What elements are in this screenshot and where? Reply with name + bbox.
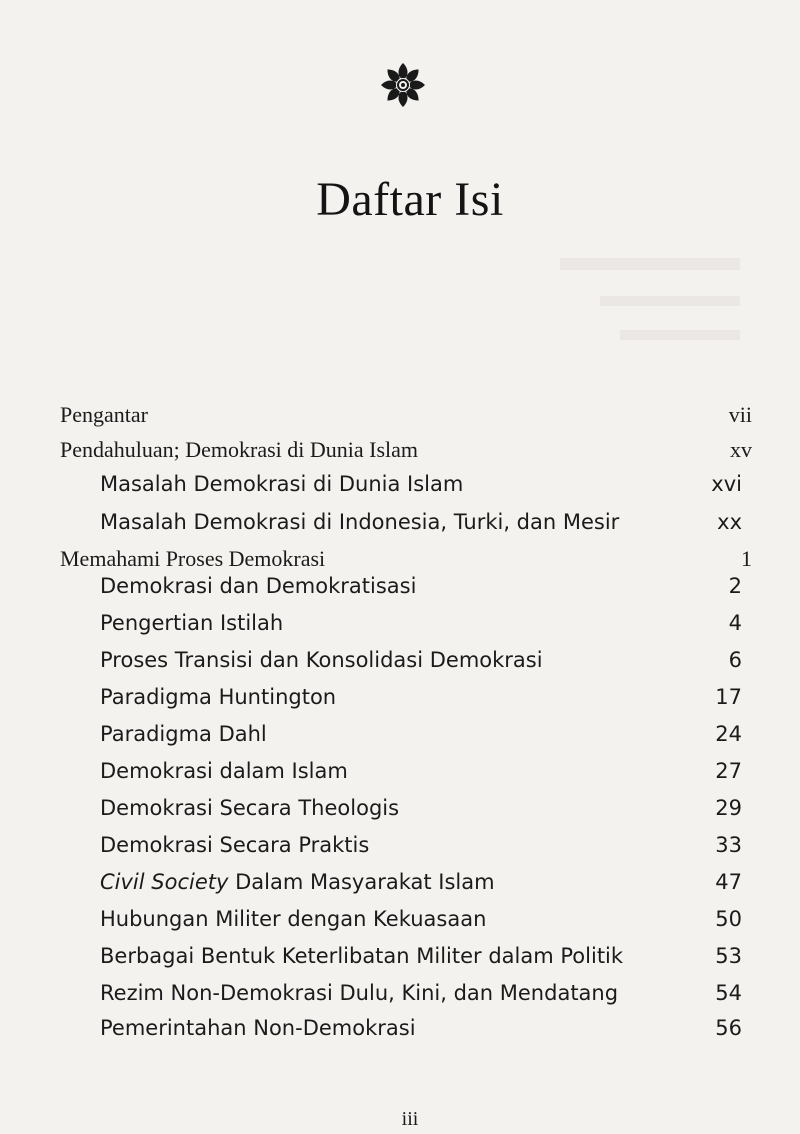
toc-entry-label: Masalah Demokrasi di Indonesia, Turki, dan Mesir <box>100 510 620 534</box>
toc-entry-label <box>100 870 495 894</box>
toc-entry-page: 47 <box>715 870 742 894</box>
toc-entry-paradigma-huntington[interactable] <box>60 685 752 721</box>
toc-entry-label: Demokrasi dalam Islam <box>100 759 348 783</box>
toc-entry-label: Proses Transisi dan Konsolidasi Demokrasi <box>100 648 543 672</box>
toc-entry-paradigma-dahl[interactable] <box>60 722 752 758</box>
toc-entry-page: 50 <box>715 907 742 931</box>
toc-entry-label: Hubungan Militer dengan Kekuasaan <box>100 907 487 931</box>
toc-entry-page: vii <box>728 402 752 427</box>
toc-entry-secara-theologis[interactable] <box>60 796 752 832</box>
toc-entry-page: xv <box>730 437 752 462</box>
page-title: Daftar Isi <box>316 173 504 226</box>
toc-entry-page: xx <box>717 510 742 534</box>
toc-entry-label: Demokrasi dan Demokratisasi <box>100 574 417 598</box>
toc-entry-page: 29 <box>715 796 742 820</box>
toc-entry-page: 24 <box>715 722 742 746</box>
toc-entry-page: 1 <box>741 546 752 571</box>
toc-entry-pendahuluan[interactable] <box>60 437 752 473</box>
bleed-through-shadow <box>620 330 740 340</box>
toc-entry-label: Masalah Demokrasi di Dunia Islam <box>100 472 464 496</box>
toc-entry-demokrasi-dalam-islam[interactable] <box>60 759 752 795</box>
toc-entry-page: 56 <box>715 1016 742 1040</box>
toc-entry-civil-society[interactable] <box>60 870 752 906</box>
toc-entry-label: Pengantar <box>60 402 148 427</box>
toc-entry-page: 17 <box>715 685 742 709</box>
toc-entry-proses-transisi[interactable] <box>60 648 752 684</box>
toc-entry-label-italic: Civil Society <box>100 870 229 894</box>
toc-entry-label: Demokrasi Secara Theologis <box>100 796 400 820</box>
bleed-through-shadow <box>600 296 740 306</box>
toc-entry-label: Demokrasi Secara Praktis <box>100 833 370 857</box>
toc-entry-label: Paradigma Huntington <box>100 685 337 709</box>
toc-entry-label: Pendahuluan; Demokrasi di Dunia Islam <box>60 437 419 462</box>
toc-entry-demokrasi-demokratisasi[interactable] <box>60 574 752 610</box>
toc-entry-label: Paradigma Dahl <box>100 722 267 746</box>
toc-entry-page: 4 <box>728 611 742 635</box>
toc-entry-label: Pemerintahan Non-Demokrasi <box>100 1016 416 1040</box>
toc-entry-page: 53 <box>715 944 742 968</box>
toc-entry-page: 6 <box>728 648 742 672</box>
toc-entry-page: xvi <box>711 472 742 496</box>
toc-entry-label: Pengertian Istilah <box>100 611 284 635</box>
toc-entry-label: Rezim Non-Demokrasi Dulu, Kini, dan Mendatang <box>100 981 619 1005</box>
toc-entry-page: 33 <box>715 833 742 857</box>
toc-entry-secara-praktis[interactable] <box>60 833 752 869</box>
toc-entry-keterlibatan-militer[interactable] <box>60 944 752 980</box>
toc-entry-rezim-non-demokrasi[interactable] <box>60 981 752 1017</box>
toc-entry-pengantar[interactable] <box>60 402 752 438</box>
toc-entry-label: Berbagai Bentuk Keterlibatan Militer dalam Politik <box>100 944 624 968</box>
toc-entry-hubungan-militer[interactable] <box>60 907 752 943</box>
floral-ornament-icon <box>378 60 428 110</box>
page-number: iii <box>401 1108 419 1130</box>
toc-entry-pengertian-istilah[interactable] <box>60 611 752 647</box>
toc-entry-page: 2 <box>728 574 742 598</box>
toc-entry-page: 54 <box>715 981 742 1005</box>
bleed-through-shadow <box>560 258 740 270</box>
toc-entry-label-rest: Dalam Masyarakat Islam <box>228 870 495 894</box>
toc-entry-page: 27 <box>715 759 742 783</box>
toc-entry-pemerintahan-non-demokrasi[interactable] <box>60 1016 752 1052</box>
toc-entry-label: Memahami Proses Demokrasi <box>60 546 326 571</box>
toc-entry-masalah-dunia-islam[interactable] <box>60 472 752 508</box>
toc-entry-masalah-indonesia[interactable] <box>60 510 752 546</box>
